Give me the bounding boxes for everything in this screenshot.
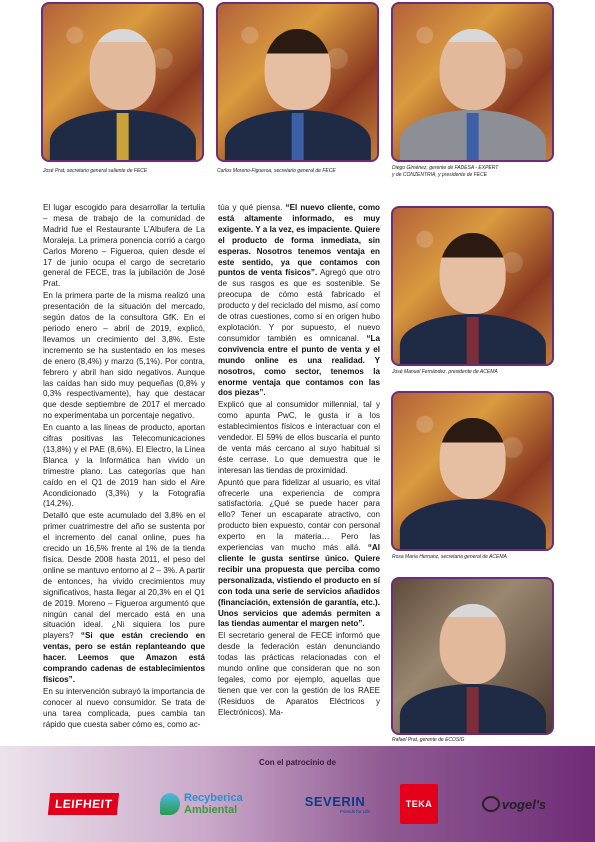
col1-quote: “Si que están creciendo en ventas, pero se están replanteando que hacer. Leemos que Amazon está comprando cadenas de establecimientos físicos”. [43,631,206,684]
severin-logo [290,784,380,824]
caption-jose-manuel-fernandez: José Manuel Fernández, presidente de ACEMA [392,369,498,375]
recyberica-logo-text-1: Recyberica [184,792,243,804]
leifheit-logo [38,784,130,824]
caption-jose-prat: José Prat, secretario general saliente de FECE [43,168,148,174]
photo-jose-prat [41,2,204,162]
vogels-mark-icon [482,796,500,812]
caption-diego-gimenez-2: y de CONZENTRIA, y presidente de FECE [392,172,488,178]
leifheit-logo-text: LEIFHEIT [48,793,120,815]
photo-diego-gimenez [391,2,554,162]
col2-p5: El secretario general de FECE informó que desde la federación están denunciando todas las prácticas relacionadas con el mundo online que consideran que no son legales, como por ejemplo, aquellas que tienen que ver con la gestión de los RAEE (Residuos de Aparatos Eléctricos y Electrónicos). Ma- [218,631,380,717]
col2-quote-1: “El nuevo cliente, como está altamente informado, es muy exigente. Y a la vez, es impaciente. Quiere el producto de forma inmediata, sin esperas. Nosotros tenemos ventaja en este sentido, ya que contamos con puntos de venta físicos”. [218,203,380,278]
photo-rafael-prat [391,577,554,735]
col2-p1 [218,203,380,399]
caption-carlos-moreno: Carlos Moreno-Figueroa, secretario general de FECE [217,168,336,174]
vogels-logo-text: vogel's [501,796,547,812]
caption-rafael-prat: Rafael Prat, gerente de ECOSIG [392,737,465,743]
recyberica-logo-text-2: Ambiental [184,804,238,816]
col2-p2: Agregó que otro de sus rasgos es que es sostenible. Se preocupa de cómo está fabricado el producto y del reciclado del mismo, así como de otras cuestiones, como si en origen hubo explotación. Y por supuesto, el nuevo consumidor también es omnicanal. [218,268,380,343]
col2-quote-2: “La convivencia entre el punto de venta y el mundo online es una realidad. Y nosotros, como sector, tenemos la enorme ventaja que contamos con las dos piezas”. [218,333,380,398]
photo-rosa-maria-hernanz [391,391,554,551]
col1-p4 [43,511,205,686]
caption-rosa-maria-hernanz: Rosa María Hernanz, secretaria general de ACEMA [392,554,507,560]
photo-carlos-moreno [216,2,379,162]
col1-p3: En cuanto a las líneas de producto, aportan cifras positivas las Telecomunicaciones (13,8%) y el PAE (8,6%). El Electro, la Línea Blanca y la Informática han vivido un trimestre plano. Las categorías que han caído en el Q1 de 2019 han sido el Aire Acondicionado (3,3%) y la Fotografía (14,2%). [43,423,205,509]
col2-p3: Explicó que al consumidor millennial, tal y como apunta PwC, le gusta ir a los establecimientos físicos e interactuar con el vendedor. El 59% de ellos buscaría el punto de venta más cercano al suyo habitual si éste cerrase. Lo que demuestra que le interesan las tiendas de proximidad. [218,400,380,475]
col1-p2: En la primera parte de la misma realizó una presentación de la situación del mercado, según datos de la consultora GfK. En el periodo enero – abril de 2019, explicó, llevamos un crecimiento del 3,8%. Este incremento se ha sustentado en los meses de enero (8,4%) y marzo (5,1%). Por contra, febrero y abril han sido negativos. Aunque las caídas han sido muy pequeñas (0,8% y 0,3% respectivamente), hay que destacar que desde septiembre de 2017 el mercado no experimentaba un porcentaje negativo. [43,291,205,421]
article-column-2 [218,203,380,720]
recyberica-logo [160,784,270,824]
recyberica-leaf-icon [160,793,180,815]
caption-diego-gimenez-1: Diego Giménez, gerente de FADESA - EXPERT [392,165,499,171]
col1-p1: El lugar escogido para desarrollar la tertulia – mesa de trabajo de la comunidad de Madrid fue el Restaurante L’Albufera de La Moraleja. La primera ponencia corrió a cargo Carlos Moreno – Figueroa, quien desde el 17 de junio ocupa el cargo de secretario general de FECE, tras la jubilación de José Prat. [43,203,205,289]
severin-logo-text: SEVERIN [304,794,366,809]
col2-intro: túa y qué piensa. [218,203,286,212]
article-column-1 [43,203,205,732]
col2-quote-3: “Al cliente le gusta sentirse único. Quiere recibir una propuesta que perciba como personalizada, vistiendo el producto en sí con toda una serie de servicios añadidos (financiación, extensión de garantía, etc.). Unos servicios que además permiten a las tiendas aumentar el margen neto”. [218,543,380,629]
vogels-logo [470,784,558,824]
teka-logo-text: TEKA [405,799,433,809]
col2-p4-text: Apuntó que para fidelizar al usuario, es vital ofrecerle una experiencia de compra satisfactoria. ¿Qué se puede hacer para ello? Tener un escaparate atractivo, con producto bien expuesto, contar con personal experto en la materia… Pero las experiencias van mucho más allá. [218,477,380,553]
sponsor-title: Con el patrocinio de [259,758,336,767]
col1-p5: En su intervención subrayó la importancia de conocer al nuevo consumidor. Se trata de una tarea complicada, pues cambia tan rápido que cuesta saber cómo es, como ac- [43,686,205,729]
photo-jose-manuel-fernandez [391,206,554,366]
teka-logo [400,784,438,824]
col2-p4 [218,478,380,631]
severin-tagline: Friends for Life [339,809,370,814]
col1-p4-text: Detalló que este acumulado del 3,8% en el primer cuatrimestre del año se sustenta por el incremento del canal online, pues ha crecido un 16,5% frente al 1% de la tienda física. Desde 2008 hasta 2011, el peso del online se mantuvo entorno al 2 – 3%. A partir de entonces, ha vivido crecimientos muy significativos, hasta llegar al 20,3% en el Q1 de 2019. Moreno – Figueroa argumentó que ningún canal del mercado está en una situación ideal. ¿Ni siquiera los pure players? [43,511,205,641]
